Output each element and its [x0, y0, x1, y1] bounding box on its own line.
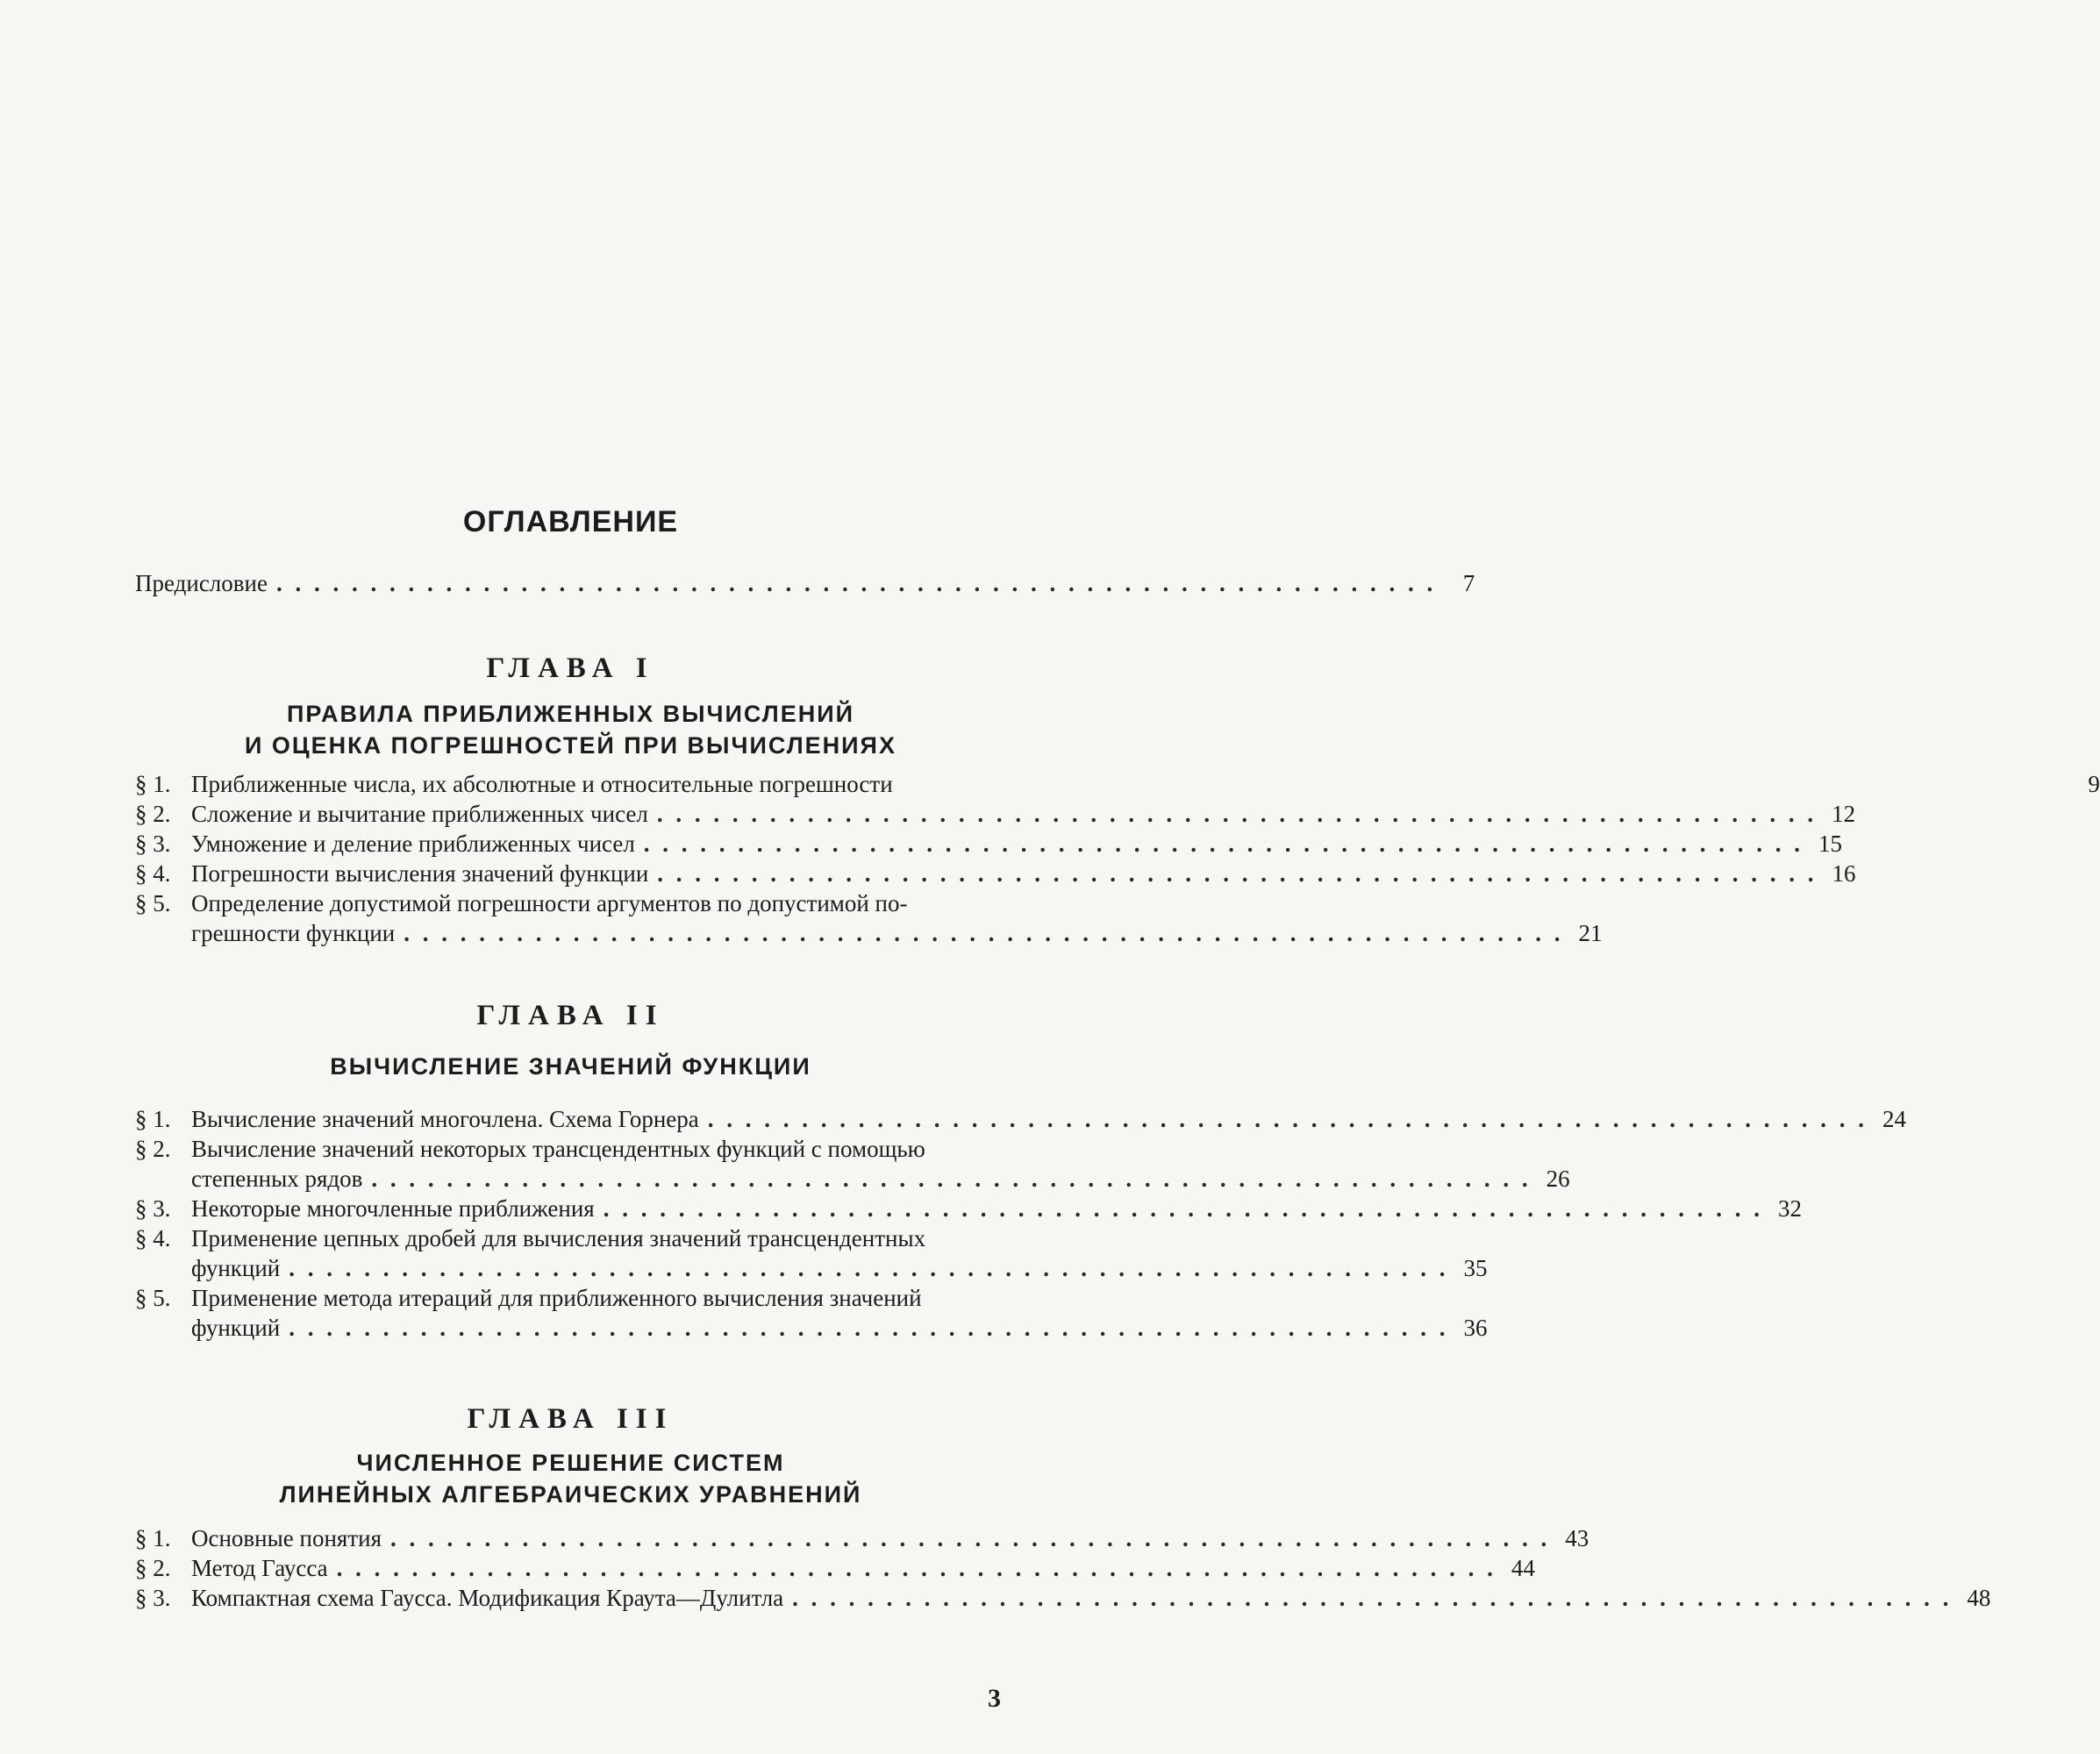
- chapter-label: ГЛАВА I: [486, 652, 655, 684]
- toc-entry-continuation[interactable]: [135, 1253, 1488, 1283]
- toc-entry-text: Применение метода итераций для приближенного вычисления значений: [191, 1285, 922, 1311]
- section-number: § 3.: [135, 1585, 171, 1611]
- toc-entry-text: Вычисление значений некоторых трансцендентных функций с помощью: [191, 1136, 925, 1162]
- chapter-title-line: ЛИНЕЙНЫХ АЛГЕБРАИЧЕСКИХ УРАВНЕНИЙ: [279, 1481, 862, 1508]
- toc-page-number: 15: [1818, 831, 1843, 857]
- dot-leader: [289, 1313, 1448, 1343]
- toc-entry-text: Предисловие: [135, 570, 268, 596]
- toc-entry[interactable]: [135, 829, 1843, 859]
- dot-leader: [337, 1553, 1496, 1583]
- section-number: § 1.: [135, 1525, 171, 1551]
- chapter-title: [0, 698, 1141, 761]
- toc-entry-text: степенных рядов: [191, 1166, 363, 1192]
- toc-entry[interactable]: [135, 1523, 1589, 1553]
- dot-leader: [404, 918, 1563, 948]
- chapter-title-line: ПРАВИЛА ПРИБЛИЖЕННЫХ ВЫЧИСЛЕНИЙ: [286, 701, 855, 727]
- section-number: § 3.: [135, 1195, 171, 1222]
- page-title: ОГЛАВЛЕНИЕ: [462, 505, 679, 538]
- dot-leader: [657, 859, 1817, 888]
- toc-entry[interactable]: [135, 1283, 1025, 1313]
- toc-page-number: 44: [1511, 1555, 1535, 1581]
- toc-entry[interactable]: [135, 769, 2100, 799]
- toc-page-number: 21: [1578, 920, 1603, 946]
- chapter-label: ГЛАВА II: [476, 1000, 665, 1031]
- toc-entry-text: Определение допустимой погрешности аргументов по допустимой по-: [191, 890, 908, 916]
- toc-entry-text: Приближенные числа, их абсолютные и относительные погрешности: [191, 771, 893, 797]
- section-number: § 4.: [135, 1225, 171, 1251]
- section-number: § 3.: [135, 831, 171, 857]
- chapter-title: [0, 1447, 1141, 1510]
- section-number: § 1.: [135, 1106, 171, 1132]
- toc-entry-text: Умножение и деление приближенных чисел: [191, 831, 635, 857]
- toc-page-number: 7: [1462, 570, 1475, 596]
- dot-leader: [289, 1253, 1448, 1283]
- toc-page-number: 43: [1565, 1525, 1589, 1551]
- toc-entry-text: Метод Гаусса: [191, 1555, 328, 1581]
- toc-entry-text: функций: [191, 1255, 281, 1281]
- toc-entry[interactable]: [135, 859, 1856, 888]
- toc-entry-continuation[interactable]: [135, 1313, 1488, 1343]
- chapter-title-line: ЧИСЛЕННОЕ РЕШЕНИЕ СИСТЕМ: [356, 1450, 785, 1476]
- toc-page-number: 12: [1832, 801, 1856, 827]
- dot-leader: [604, 1194, 1763, 1223]
- toc-entry-preface[interactable]: [135, 568, 1475, 598]
- dot-leader: [276, 568, 1436, 598]
- chapter-title-line: ВЫЧИСЛЕНИЕ ЗНАЧЕНИЙ ФУНКЦИИ: [330, 1053, 811, 1080]
- dot-leader: [390, 1523, 1550, 1553]
- toc-entry[interactable]: [135, 1553, 1535, 1583]
- section-number: § 5.: [135, 1285, 171, 1311]
- dot-leader: [708, 1104, 1868, 1134]
- dot-leader: [657, 799, 1817, 829]
- section-number: § 2.: [135, 1136, 171, 1162]
- toc-entry-text: Вычисление значений многочлена. Схема Горнера: [191, 1106, 699, 1132]
- chapter-title-line: И ОЦЕНКА ПОГРЕШНОСТЕЙ ПРИ ВЫЧИСЛЕНИЯХ: [245, 732, 896, 759]
- toc-entry[interactable]: [135, 888, 1025, 918]
- dot-leader: [371, 1164, 1531, 1194]
- dot-leader: [644, 829, 1804, 859]
- toc-entry-text: Погрешности вычисления значений функции: [191, 860, 649, 887]
- toc-page-number: 16: [1832, 860, 1856, 887]
- toc-entry-text: Некоторые многочленные приближения: [191, 1195, 595, 1222]
- toc-entry[interactable]: [135, 1134, 1025, 1164]
- toc-entry[interactable]: [135, 1194, 1802, 1223]
- toc-page-number: 26: [1546, 1166, 1570, 1192]
- section-number: § 2.: [135, 1555, 171, 1581]
- toc-page-number: 48: [1967, 1585, 1991, 1611]
- toc-entry-text: грешности функции: [191, 920, 396, 946]
- dot-leader: [792, 1583, 1952, 1613]
- toc-entry-continuation[interactable]: [135, 1164, 1570, 1194]
- toc-entry-text: Сложение и вычитание приближенных чисел: [191, 801, 648, 827]
- section-number: § 5.: [135, 890, 171, 916]
- page-number: 3: [988, 1684, 1001, 1713]
- chapter-title: [0, 1051, 1141, 1082]
- toc-entry[interactable]: [135, 799, 1856, 829]
- toc-entry-text: Основные понятия: [191, 1525, 382, 1551]
- toc-entry-continuation[interactable]: [135, 918, 1603, 948]
- toc-page-number: 35: [1463, 1255, 1488, 1281]
- toc-entry[interactable]: [135, 1223, 1025, 1253]
- toc-entry[interactable]: [135, 1583, 1991, 1613]
- section-number: § 2.: [135, 801, 171, 827]
- toc-page-number: 24: [1882, 1106, 1906, 1132]
- section-number: § 4.: [135, 860, 171, 887]
- toc-entry-text: Применение цепных дробей для вычисления значений трансцендентных: [191, 1225, 926, 1251]
- chapter-label: ГЛАВА III: [467, 1403, 675, 1435]
- section-number: § 1.: [135, 771, 171, 797]
- toc-page-number: 32: [1777, 1195, 1802, 1222]
- toc-entry-text: функций: [191, 1315, 281, 1341]
- toc-page-number: 9: [2088, 771, 2100, 797]
- toc-page-number: 36: [1463, 1315, 1488, 1341]
- toc-entry-text: Компактная схема Гаусса. Модификация Краута—Дулитла: [191, 1585, 784, 1611]
- toc-entry[interactable]: [135, 1104, 1906, 1134]
